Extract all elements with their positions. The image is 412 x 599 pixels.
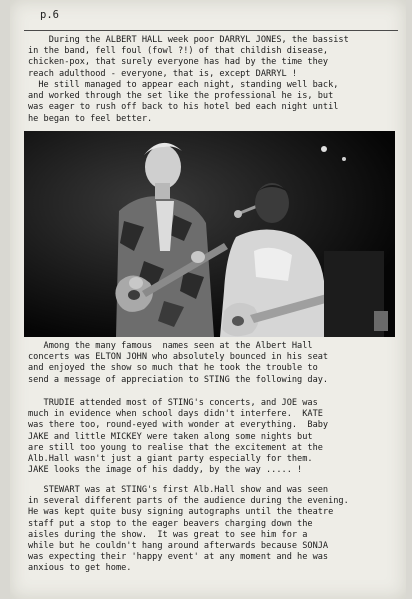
header-rule	[24, 30, 398, 31]
paragraph-family: TRUDIE attended most of STING's concerts, and JOE was much in evidence when school days didn't interfere. KATE was there too, round-eyed with wonder at everything. Baby JAKE and little MICKEY were taken along some nights but are still too young to realise that the excitement at the Alb.Hall wasn't just a giant party especially for them. JAKE looks the image of his daddy, by the way ..... !	[28, 398, 329, 476]
newsletter-page	[10, 0, 406, 599]
paragraph-darryl-set: He still managed to appear each night, standing well back, and worked through the set like the professional he is, but was eager to rush off back to his hotel bed each night until he began to feel better.	[28, 80, 339, 124]
paragraph-darryl-illness: During the ALBERT HALL week poor DARRYL JONES, the bassist in the band, fell foul (fowl ?!) of that childish disease, chicken-pox, that surely everyone has had by the time they reach adulthood - everyone, that is, except DARRYL !	[28, 35, 349, 79]
paragraph-elton-john: Among the many famous names seen at the Albert Hall concerts was ELTON JOHN who absolutely bounced in his seat and enjoyed the show so much that he took the trouble to send a message of appreciation to STING the following day.	[28, 341, 329, 385]
concert-photo	[24, 131, 395, 337]
page-number: p.6	[40, 9, 59, 21]
paragraph-stewart: STEWART was at STING's first Alb.Hall show and was seen in several different parts of the audience during the evening. He was kept quite busy signing autographs until the theatre staff put a stop to the eager beavers charging down the aisles during the show. It was great to see him for a while but he couldn't hang around afterwards because SONJA was expecting their 'happy event' at any moment and he was anxious to get home.	[28, 485, 349, 574]
concert-photo-graphic	[24, 131, 395, 337]
